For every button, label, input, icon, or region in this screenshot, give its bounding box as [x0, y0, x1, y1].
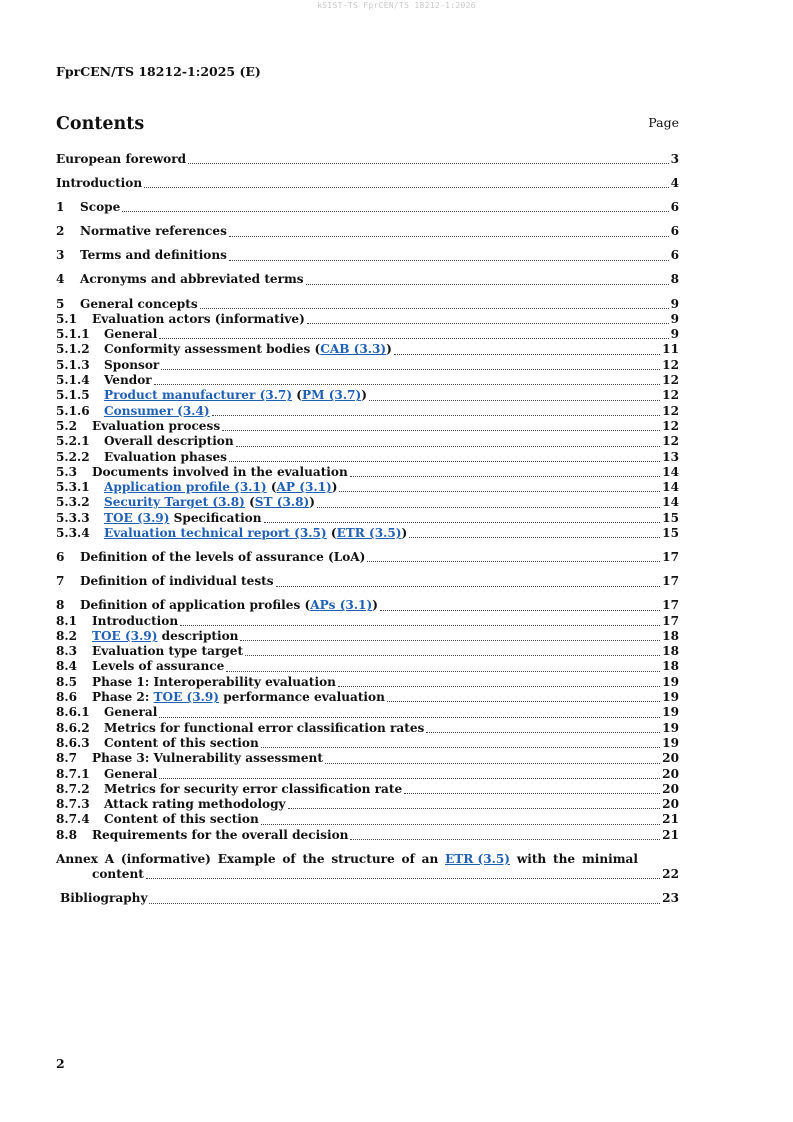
dot-leader: [240, 640, 660, 641]
toc-entry[interactable]: [56, 450, 679, 465]
table-of-contents: [56, 152, 679, 907]
dot-leader: [288, 808, 661, 809]
toc-number: 5.3: [56, 464, 78, 479]
dot-leader: [338, 686, 660, 687]
annex-word: A: [104, 851, 115, 866]
toc-title-text: Attack rating methodology: [104, 797, 286, 812]
toc-title: [104, 480, 337, 495]
toc-title-text: ): [372, 598, 378, 613]
page-ref: 21: [662, 827, 679, 842]
toc-title: [80, 248, 227, 263]
page-ref: 14: [662, 464, 679, 479]
toc-number: 8.7.1: [56, 766, 90, 781]
page-ref: 13: [662, 449, 679, 464]
page-ref: 14: [662, 480, 679, 495]
toc-number: 8.8: [56, 827, 78, 842]
term-reference-link[interactable]: Product manufacturer (3.7): [104, 388, 293, 403]
dot-leader: [367, 561, 660, 562]
page-ref: 22: [662, 867, 679, 882]
page-ref: 6: [670, 224, 679, 239]
toc-title: [104, 511, 262, 526]
toc-title-text: Introduction: [56, 176, 143, 191]
toc-number: 4: [56, 272, 65, 287]
toc-title-text: ): [309, 495, 315, 510]
page-ref: 9: [670, 296, 679, 311]
page-column-heading: Page: [648, 115, 679, 130]
toc-title: [104, 736, 259, 751]
toc-number: 8.6: [56, 690, 78, 705]
toc-number: 5.3.2: [56, 495, 90, 510]
term-reference-link[interactable]: TOE (3.9): [104, 510, 170, 525]
toc-entry[interactable]: [56, 419, 679, 434]
toc-number: 8.2: [56, 628, 78, 643]
annex-word: minimal: [581, 851, 638, 866]
toc-number: 5.2: [56, 418, 78, 433]
toc-title-text: Phase 3: Vulnerability assessment: [92, 751, 323, 766]
toc-title: [92, 659, 224, 674]
toc-title-text: Specification: [169, 510, 262, 525]
toc-title-text: (: [326, 526, 337, 541]
term-reference-link[interactable]: AP (3.1): [276, 480, 332, 495]
toc-number: 8.7: [56, 751, 78, 766]
toc-title-text: Vendor: [104, 373, 152, 388]
toc-title-text: ): [331, 480, 338, 495]
toc-number: 5.1.3: [56, 357, 90, 372]
dot-leader: [387, 701, 660, 702]
toc-entry[interactable]: [56, 614, 679, 629]
toc-number: 8.7.2: [56, 781, 90, 796]
page-ref: 12: [662, 388, 679, 403]
toc-title: [104, 404, 210, 419]
toc-title: [104, 782, 402, 797]
dot-leader: [159, 717, 660, 718]
toc-entry[interactable]: [56, 526, 679, 541]
toc-entry[interactable]: [56, 690, 679, 705]
contents-heading: Contents: [56, 114, 145, 134]
toc-number: 5.1.4: [56, 373, 90, 388]
toc-title-text: (: [266, 480, 277, 495]
dot-leader: [409, 537, 660, 538]
toc-title-text: Acronyms and abbreviated terms: [80, 272, 304, 287]
dot-leader: [317, 507, 660, 508]
page-ref: 20: [662, 766, 679, 781]
dot-leader: [144, 187, 668, 188]
page-ref: 3: [670, 152, 679, 166]
toc-title: [92, 828, 348, 843]
toc-title: [80, 598, 378, 613]
toc-number: 5.1: [56, 311, 78, 326]
page-ref: 8: [670, 272, 679, 287]
dot-leader: [261, 824, 660, 825]
toc-title-text: General concepts: [80, 296, 198, 311]
toc-title: [92, 644, 243, 659]
toc-number: 5: [56, 296, 65, 311]
toc-title: Bibliography: [60, 891, 148, 906]
toc-entry[interactable]: [56, 224, 679, 239]
dot-leader: [159, 338, 668, 339]
dot-leader: [404, 793, 660, 794]
toc-title: [104, 327, 157, 342]
dot-leader: [122, 211, 668, 212]
toc-title: [80, 224, 227, 239]
dot-leader: [200, 308, 669, 309]
toc-title-text: Content of this section: [104, 735, 259, 750]
toc-title: [92, 614, 178, 629]
page-ref: 19: [662, 690, 679, 705]
toc-entry[interactable]: [56, 598, 679, 613]
term-reference-link[interactable]: ST (3.8): [254, 495, 310, 510]
toc-title-text: Conformity assessment bodies (: [104, 342, 321, 357]
toc-number: 5.3.3: [56, 510, 90, 525]
annex-word: an: [421, 851, 439, 866]
page-ref: 6: [670, 200, 679, 215]
term-reference-link[interactable]: Evaluation technical report (3.5): [104, 526, 327, 541]
toc-title: [104, 767, 157, 782]
toc-title: [104, 721, 424, 736]
toc-title: [104, 388, 367, 403]
page-ref: 20: [662, 797, 679, 812]
toc-entry[interactable]: [56, 342, 679, 357]
toc-title: [104, 434, 234, 449]
toc-entry[interactable]: [56, 812, 679, 827]
page-ref: 17: [662, 550, 679, 565]
toc-number: 8.5: [56, 674, 78, 689]
toc-number: 5.1.2: [56, 342, 90, 357]
toc-entry[interactable]: [56, 200, 679, 215]
toc-number: 8.6.3: [56, 735, 90, 750]
dot-leader: [306, 284, 669, 285]
toc-entry[interactable]: [56, 176, 679, 191]
annex-word: (informative): [120, 851, 211, 866]
term-reference-link[interactable]: Consumer (3.4): [104, 403, 210, 418]
toc-entry[interactable]: [56, 782, 679, 797]
toc-title-text: Evaluation actors (informative): [92, 311, 305, 326]
page-ref: 17: [662, 613, 679, 628]
term-reference-link[interactable]: ETR (3.5): [445, 851, 511, 866]
toc-entry[interactable]: [56, 574, 679, 589]
toc-entry[interactable]: [56, 675, 679, 690]
toc-title: [104, 358, 159, 373]
toc-title-text: Metrics for functional error classification rates: [104, 720, 425, 735]
toc-entry[interactable]: [56, 312, 679, 327]
toc-title-text: General: [104, 766, 158, 781]
term-reference-link[interactable]: PM (3.7): [302, 388, 362, 403]
toc-title-text: performance evaluation: [218, 690, 385, 705]
toc-entry[interactable]: [56, 495, 679, 510]
toc-title-text: ): [361, 388, 367, 403]
toc-entry[interactable]: [56, 434, 679, 449]
toc-title: [104, 342, 392, 357]
dot-leader: [307, 323, 669, 324]
toc-title-text: Terms and definitions: [80, 248, 227, 263]
toc-number: 3: [56, 248, 65, 263]
dot-leader: [180, 625, 660, 626]
dot-leader: [226, 671, 660, 672]
page-ref: 17: [662, 574, 679, 589]
annex-word: structure: [331, 851, 395, 866]
page-number: 2: [56, 1056, 65, 1071]
toc-title: [80, 297, 198, 312]
page-ref: 19: [662, 705, 679, 720]
annex-word: of: [282, 851, 296, 866]
toc-entry[interactable]: [56, 511, 679, 526]
page-ref: 12: [662, 403, 679, 418]
toc-title: [104, 812, 259, 827]
dot-leader: [149, 903, 660, 904]
toc-title-text: description: [157, 628, 239, 643]
toc-title: [92, 675, 336, 690]
toc-title: [104, 797, 286, 812]
toc-title: [80, 200, 120, 215]
toc-entry[interactable]: [56, 388, 679, 403]
watermark: kSIST-TS FprCEN/TS 18212-1:2026: [317, 1, 476, 10]
toc-entry[interactable]: [56, 644, 679, 659]
toc-title-text: General: [104, 327, 158, 342]
page-ref: 20: [662, 781, 679, 796]
toc-title: [104, 450, 227, 465]
toc-title-text: Scope: [80, 200, 121, 215]
toc-title-text: Definition of the levels of assurance (LoA): [80, 550, 366, 565]
toc-entry[interactable]: [56, 373, 679, 388]
toc-title: [80, 272, 304, 287]
page-ref: 21: [662, 812, 679, 827]
dot-leader: [159, 778, 660, 779]
page-ref: 19: [662, 674, 679, 689]
dot-leader: [146, 878, 660, 879]
dot-leader: [236, 446, 661, 447]
document-identifier: FprCEN/TS 18212-1:2025 (E): [56, 64, 261, 79]
page-ref: 19: [662, 735, 679, 750]
toc-entry[interactable]: [56, 327, 679, 342]
annex-word: the: [553, 851, 576, 866]
toc-title-text: Introduction: [92, 613, 179, 628]
toc-title-text: (: [292, 388, 303, 403]
page-ref: 9: [670, 327, 679, 342]
term-reference-link[interactable]: ETR (3.5): [336, 526, 402, 541]
dot-leader: [339, 491, 660, 492]
toc-title-text: Phase 2:: [92, 690, 154, 705]
term-reference-link[interactable]: TOE (3.9): [92, 628, 158, 643]
dot-leader: [394, 354, 660, 355]
toc-number: 5.3.1: [56, 480, 90, 495]
annex-word: Annex: [56, 851, 98, 866]
toc-title: [80, 550, 365, 565]
page-ref: 23: [662, 891, 679, 906]
toc-entry[interactable]: [56, 297, 679, 312]
toc-title: [56, 176, 142, 191]
toc-entry[interactable]: [56, 751, 679, 766]
toc-title-text: ): [386, 342, 392, 357]
toc-number: 8: [56, 598, 65, 613]
toc-title-text: General: [104, 705, 158, 720]
dot-leader: [229, 260, 669, 261]
annex-word: the: [302, 851, 325, 866]
toc-entry[interactable]: [56, 629, 679, 644]
term-reference-link[interactable]: Security Target (3.8): [104, 495, 245, 510]
dot-leader: [229, 236, 669, 237]
dot-leader: [222, 430, 660, 431]
dot-leader: [350, 476, 660, 477]
toc-entry[interactable]: [56, 465, 679, 480]
toc-number: 8.7.4: [56, 812, 90, 827]
page-ref: 18: [662, 659, 679, 674]
toc-number: 5.3.4: [56, 526, 90, 541]
annex-word: Example: [217, 851, 276, 866]
page-ref: 12: [662, 357, 679, 372]
dot-leader: [426, 732, 660, 733]
toc-entry-bibliography[interactable]: [56, 891, 679, 906]
page-ref: 18: [662, 644, 679, 659]
toc-number: 8.7.3: [56, 797, 90, 812]
page-ref: 12: [662, 418, 679, 433]
toc-title-text: Requirements for the overall decision: [92, 827, 349, 842]
page-ref: 11: [662, 342, 679, 357]
toc-entry[interactable]: [56, 358, 679, 373]
page-ref: 4: [670, 176, 679, 191]
toc-entry[interactable]: [56, 705, 679, 720]
page-ref: 15: [662, 510, 679, 525]
dot-leader: [188, 163, 668, 164]
toc-title-text: Definition of individual tests: [80, 574, 274, 589]
toc-title-text: Evaluation type target: [92, 644, 244, 659]
dot-leader: [276, 586, 661, 587]
toc-title-text: Normative references: [80, 224, 227, 239]
toc-title: [104, 373, 152, 388]
toc-number: 8.4: [56, 659, 78, 674]
term-reference-link[interactable]: CAB (3.3): [320, 342, 387, 357]
toc-title-text: Sponsor: [104, 357, 160, 372]
page-ref: 9: [670, 311, 679, 326]
dot-leader: [245, 655, 660, 656]
dot-leader: [369, 400, 660, 401]
page-ref: 15: [662, 526, 679, 541]
toc-title-text: Content of this section: [104, 812, 259, 827]
dot-leader: [161, 369, 660, 370]
toc-entry[interactable]: [56, 152, 679, 167]
toc-title-text: European foreword: [56, 152, 187, 166]
toc-number: 5.1.6: [56, 403, 90, 418]
toc-title-text: Overall description: [104, 434, 234, 449]
toc-entry[interactable]: [56, 248, 679, 263]
annex-title-continuation: content: [92, 867, 144, 882]
toc-title-text: (: [244, 495, 255, 510]
toc-title-text: Evaluation process: [92, 418, 221, 433]
toc-entry[interactable]: [56, 828, 679, 843]
toc-title: [104, 526, 407, 541]
toc-entry[interactable]: [56, 797, 679, 812]
toc-title-text: Levels of assurance: [92, 659, 225, 674]
toc-title-text: Documents involved in the evaluation: [92, 464, 348, 479]
term-reference-link[interactable]: APs (3.1): [310, 598, 373, 613]
toc-title: [92, 312, 305, 327]
page-ref: 6: [670, 248, 679, 263]
page-ref: 18: [662, 628, 679, 643]
page-ref: 20: [662, 751, 679, 766]
toc-entry[interactable]: [56, 721, 679, 736]
page-ref: 12: [662, 373, 679, 388]
dot-leader: [325, 763, 660, 764]
page-ref: 17: [662, 598, 679, 613]
toc-title: [80, 574, 274, 589]
toc-title: [104, 705, 157, 720]
toc-number: 8.6.1: [56, 705, 90, 720]
dot-leader: [154, 384, 661, 385]
toc-number: 5.1.1: [56, 327, 90, 342]
toc-entries: [56, 152, 679, 843]
dot-leader: [261, 747, 660, 748]
toc-entry-annex-a[interactable]: [56, 852, 679, 883]
page-ref: 19: [662, 720, 679, 735]
term-reference-link[interactable]: Application profile (3.1): [104, 480, 267, 495]
toc-number: 8.6.2: [56, 720, 90, 735]
toc-number: 2: [56, 224, 65, 239]
toc-entry[interactable]: [56, 272, 679, 287]
toc-number: 5.1.5: [56, 388, 90, 403]
annex-title-line-2: [56, 867, 679, 882]
toc-number: 5.2.1: [56, 434, 90, 449]
dot-leader: [350, 839, 660, 840]
dot-leader: [380, 610, 660, 611]
toc-number: 8.3: [56, 644, 78, 659]
page-ref: 14: [662, 495, 679, 510]
toc-entry[interactable]: [56, 659, 679, 674]
toc-title: [56, 152, 186, 167]
dot-leader: [264, 522, 661, 523]
dot-leader: [229, 461, 660, 462]
toc-title-text: Phase 1: Interoperability evaluation: [92, 674, 336, 689]
annex-word: of: [401, 851, 415, 866]
toc-entry[interactable]: [56, 550, 679, 565]
toc-number: 5.2.2: [56, 449, 90, 464]
toc-number: 8.1: [56, 613, 78, 628]
toc-title-text: Evaluation phases: [104, 449, 227, 464]
toc-title: [92, 690, 385, 705]
dot-leader: [212, 415, 661, 416]
toc-title-text: Definition of application profiles (: [80, 598, 311, 613]
toc-number: 7: [56, 574, 65, 589]
toc-number: 1: [56, 200, 65, 215]
toc-title-text: Metrics for security error classification rate: [104, 781, 403, 796]
term-reference-link[interactable]: TOE (3.9): [153, 690, 219, 705]
annex-title-line-1: [56, 852, 638, 867]
toc-entry[interactable]: [56, 480, 679, 495]
toc-entry[interactable]: [56, 767, 679, 782]
toc-number: 6: [56, 550, 65, 565]
toc-entry[interactable]: [56, 736, 679, 751]
toc-title: [92, 629, 238, 644]
toc-title: [92, 465, 348, 480]
toc-title: [92, 419, 220, 434]
toc-title-text: ): [401, 526, 408, 541]
annex-word: with: [516, 851, 547, 866]
toc-title: [92, 751, 323, 766]
page-ref: 12: [662, 434, 679, 449]
toc-title: [104, 495, 315, 510]
toc-entry[interactable]: [56, 404, 679, 419]
